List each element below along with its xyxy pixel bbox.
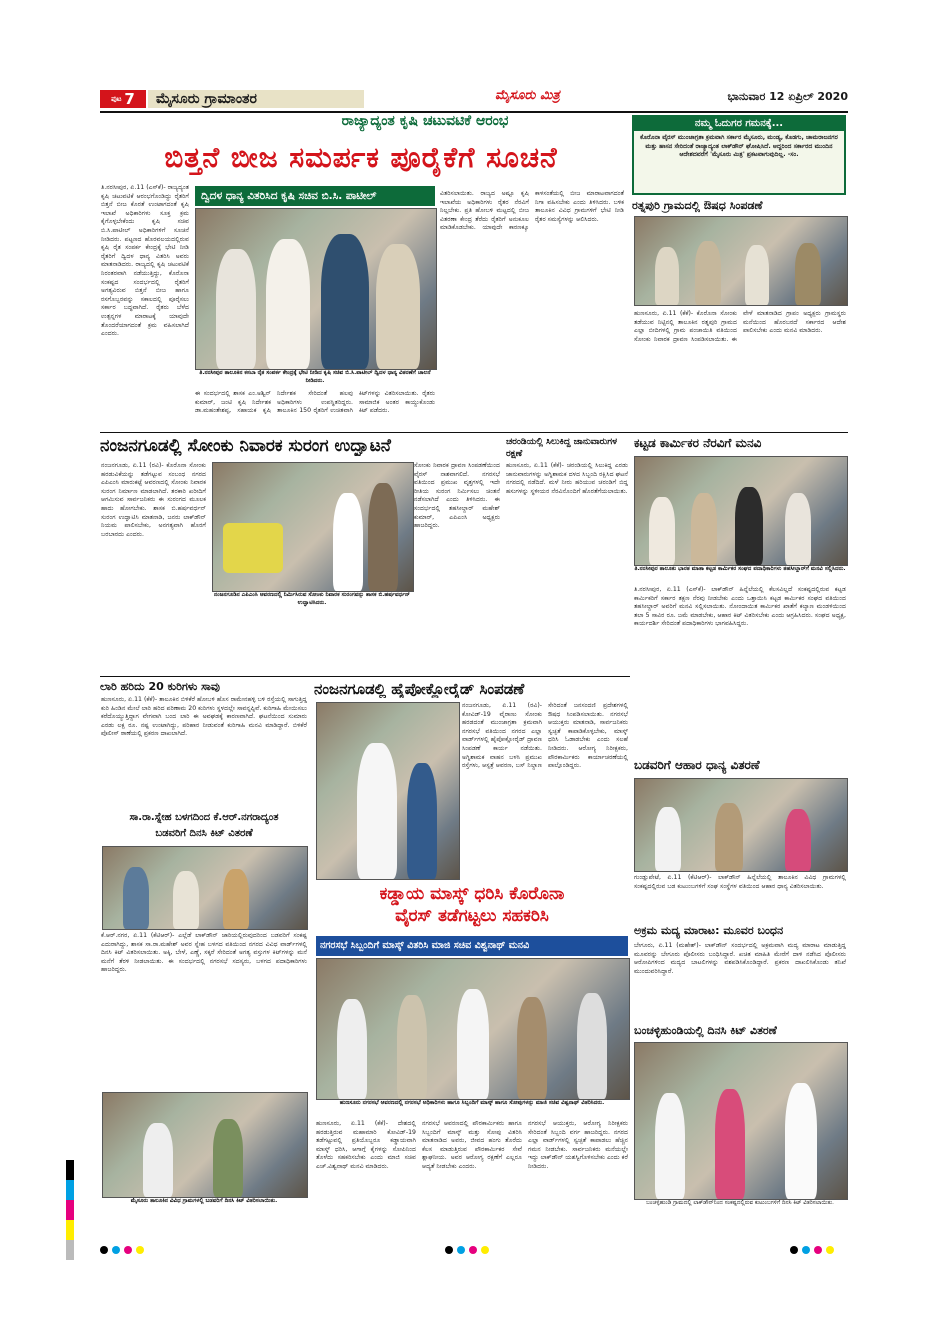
tunnel-body2: ಸೋಂಕು ನಿವಾರಕ ದ್ರಾವಣ ಸಿಂಪಡಣೆಯಿಂದ ವೈರಸ್ ನಾಶವಾಗಲಿದೆ. ನಗರಸಭೆ ವತಿಯಿಂದ ಪ್ರಮುಖ ವೃತ್ತಗಳಲ್ಲಿ ಇದೇ ರೀತಿಯ ಸುರಂಗ ನಿರ್ಮಿಸಲು ಚಿಂತನೆ ನಡೆಸಲಾಗಿದೆ ಎಂದು ತಿಳಿಸಿದರು. ಈ ಸಂದರ್ಭದಲ್ಲಿ ತಹಸೀಲ್ದಾರ್ ಮಹೇಶ್ ಕುಮಾರ್, ಎಪಿಎಂಸಿ ಅಧ್ಯಕ್ಷರು ಹಾಜರಿದ್ದರು. [414, 462, 500, 530]
notice-title: ನಮ್ಮ ಓದುಗರ ಗಮನಕ್ಕೆ... [634, 117, 844, 131]
mask-photo-caption: ಹುಣಸೂರು ನಗರಸಭೆ ಆವರಣದಲ್ಲಿ ನಗರಸಭೆ ಅಧಿಕಾರಿಗಳು ಹಾಗೂ ಸಿಬ್ಬಂದಿಗೆ ಮಾಸ್ಕ್ ಹಾಗೂ ಸೋಪುಗಳನ್ನು ಮಾಜಿ ಸಚಿವ ವಿಶ್ವನಾಥ್ ವಿತರಿಸಿದರು. [339, 1100, 605, 1106]
kit-mysuru-caption: ಮೈಸೂರು ತಾಲೂಕಿನ ವಿವಿಧ ಗ್ರಾಮಗಳಲ್ಲಿ ಬಡವರಿಗೆ ದಿನಸಿ ಕಿಟ್ ವಿತರಿಸಲಾಯಿತು. [130, 1198, 278, 1204]
workers-headline: ಕಟ್ಟಡ ಕಾರ್ಮಿಕರ ನೆರವಿಗೆ ಮನವಿ [634, 436, 762, 450]
lead-body-col1: ತಿ.ನರಸೀಪುರ, ಏ.11 (ಎಸ್‌ಕೆ)- ರಾಜ್ಯದ್ಯಂತ ಕೃಷಿ ಚಟುವಟಿಕೆ ಆರಂಭಗೊಂಡಿದ್ದು ರೈತರಿಗೆ ಬಿತ್ತನೆ ಬೀಜ ಕೊರತೆ ಉಂಟಾಗದಂತೆ ಕೃಷಿ ಇಲಾಖೆ ಅಧಿಕಾರಿಗಳು ಸೂಕ್ತ ಕ್ರಮ ಕೈಗೊಳ್ಳಬೇಕೆಂದು ಕೃಷಿ ಸಚಿವ ಬಿ.ಸಿ.ಪಾಟೀಲ್ ಅಧಿಕಾರಿಗಳಿಗೆ ಸೂಚನೆ ನೀಡಿದರು. ಪಟ್ಟಣದ ಹೊರವಲಯದಲ್ಲಿರುವ ಕೃಷಿ ರೈತ ಸಂಪರ್ಕ ಕೇಂದ್ರಕ್ಕೆ ಭೇಟಿ ನೀಡಿ ರೈತರಿಗೆ ದ್ವಿದಳ ಧಾನ್ಯ ವಿತರಿಸಿ ಅವರು ಮಾತನಾಡಿದರು. ರಾಜ್ಯದಲ್ಲಿ ಕೃಷಿ ಚಟುವಟಿಕೆ ನಿರಂತರವಾಗಿ ನಡೆಯುತ್ತಿದ್ದು, ಕೊರೊನಾ ಸಂಕಷ್ಟದ ಸಂದರ್ಭದಲ್ಲಿ ರೈತರಿಗೆ ಅಗತ್ಯವಿರುವ ಬಿತ್ತನೆ ಬೀಜ ಹಾಗೂ ರಸಗೊಬ್ಬರವನ್ನು ಸಕಾಲದಲ್ಲಿ ಪೂರೈಸಲು ಸರ್ಕಾರ ಬದ್ಧವಾಗಿದೆ. ರೈತರು ಬೆಳೆದ ಉತ್ಪನ್ನಗಳ ಮಾರಾಟಕ್ಕೆ ಯಾವುದೇ ತೊಂದರೆಯಾಗದಂತೆ ಕ್ರಮ ವಹಿಸಲಾಗಿದೆ ಎಂದರು. [101, 184, 189, 338]
lead-photo-caption: ತಿ.ನರಸೀಪುರ ತಾಲೂಕಿನ ಕಸಬಾ ರೈತ ಸಂಪರ್ಕ ಕೇಂದ್ರಕ್ಕೆ ಭೇಟಿ ನೀಡಿದ ಕೃಷಿ ಸಚಿವ ಬಿ.ಸಿ.ಪಾಟೀಲ್ ದ್ವಿದಳ ಧಾನ್ಯ ವಿತರಣೆಗೆ ಚಾಲನೆ ನೀಡಿದರು. [199, 370, 431, 384]
livestock-body: ಹುಣಸೂರು, ಏ.11 (ಕೆಕೆ)- ಚರಂಡಿಯಲ್ಲಿ ಸಿಲುಕಿದ್ದ ಎರಡು ಜಾನುವಾರುಗಳನ್ನು ಅಗ್ನಿಶಾಮಕ ದಳದ ಸಿಬ್ಬಂದಿ ರಕ್ಷಿಸಿದ ಘಟನೆ ನಗರದಲ್ಲಿ ನಡೆದಿದೆ. ಮಳೆ ನೀರು ಹರಿಯುವ ಚರಂಡಿಗೆ ಬಿದ್ದ ಹಸುಗಳನ್ನು ಸ್ಥಳೀಯರ ನೆರವಿನೊಂದಿಗೆ ಹೊರತೆಗೆಯಲಾಯಿತು. [506, 462, 628, 495]
lead-body-col3: ವಿತರಿಸಲಾಯಿತು. ರಾಜ್ಯದ ಅಷ್ಟೂ ಕೃಷಿ ಇಲಾಖೆಯ ಅಧಿಕಾರಿಗಳು ರೈತರ ನೆರವಿಗೆ ನಿಲ್ಲಬೇಕು. ಪ್ರತಿ ಹೋಬಳಿ ಮಟ್ಟದಲ್ಲಿ ಬೀಜ ವಿತರಣಾ ಕೇಂದ್ರ ತೆರೆದು ರೈತರಿಗೆ ಅನುಕೂಲ ಮಾಡಿಕೊಡಬೇಕು. ಯಾವುದೇ ಕಾರಣಕ್ಕೂ ಕಾಳಸಂತೆಯಲ್ಲಿ ಬೀಜ ಮಾರಾಟವಾಗದಂತೆ ನಿಗಾ ವಹಿಸಬೇಕು ಎಂದು ತಿಳಿಸಿದರು. ಬಳಿಕ ತಾಲೂಕಿನ ವಿವಿಧ ಗ್ರಾಮಗಳಿಗೆ ಭೇಟಿ ನೀಡಿ ರೈತರ ಸಮಸ್ಯೆಗಳನ್ನು ಆಲಿಸಿದರು. [440, 190, 624, 232]
page-header [100, 88, 848, 110]
lead-photo [195, 208, 437, 370]
kit-mysuru-photo [102, 1092, 308, 1198]
mask-body-col3: ನಗರಸಭೆ ಆಯುಕ್ತರು, ಆರೋಗ್ಯ ನಿರೀಕ್ಷಕರು ಸೇರಿದಂತೆ ಸಿಬ್ಬಂದಿ ವರ್ಗ ಹಾಜರಿದ್ದರು. ನಗರದ ಎಲ್ಲಾ ವಾರ್ಡ್‌ಗಳಲ್ಲಿ ಸ್ವಚ್ಛತೆ ಕಾಪಾಡಲು ಹೆಚ್ಚಿನ ಗಮನ ನೀಡಬೇಕು. ಸಾರ್ವಜನಿಕರು ಮನೆಯಲ್ಲೇ ಇದ್ದು ಲಾಕ್‌ಡೌನ್ ಯಶಸ್ವಿಗೊಳಿಸಬೇಕು ಎಂದು ಕರೆ ನೀಡಿದರು. [528, 1120, 628, 1170]
tunnel-photo-caption: ನಂಜನಗೂಡಿನ ಎಪಿಎಂಸಿ ಆವರಣದಲ್ಲಿ ನಿರ್ಮಿಸಿರುವ ಸೋಂಕು ನಿವಾರಕ ಸುರಂಗವನ್ನು ಶಾಸಕ ಬಿ.ಹರ್ಷವರ್ಧನ್ ಉದ್ಘಾಟಿಸಿದರು. [214, 592, 410, 606]
hypo-body: ನಂಜನಗೂಡು, ಏ.11 (ರವಿ)- ಕೋವಿಡ್-19 ವೈರಾಣು ಸೋಂಕು ಹರಡದಂತೆ ಮುಂಜಾಗ್ರತಾ ಕ್ರಮವಾಗಿ ನಗರಸಭೆ ವತಿಯಿಂದ ನಗರದ ಎಲ್ಲಾ ವಾರ್ಡ್‌ಗಳಲ್ಲಿ ಹೈಪೋಕ್ಲೋರೈಡ್ ದ್ರಾವಣ ಸಿಂಪಡಣೆ ಕಾರ್ಯ ನಡೆಯಿತು. ಅಗ್ನಿಶಾಮಕ ವಾಹನ ಬಳಸಿ ಪ್ರಮುಖ ರಸ್ತೆಗಳು, ಆಸ್ಪತ್ರೆ ಆವರಣ, ಬಸ್ ನಿಲ್ದಾಣ ಸೇರಿದಂತೆ ಜನಸಂದಣಿ ಪ್ರದೇಶಗಳಲ್ಲಿ ಔಷಧ ಸಿಂಪಡಿಸಲಾಯಿತು. ನಗರಸಭೆ ಆಯುಕ್ತರು ಮಾತನಾಡಿ, ಸಾರ್ವಜನಿಕರು ಸ್ವಚ್ಛತೆ ಕಾಪಾಡಿಕೊಳ್ಳಬೇಕು, ಮಾಸ್ಕ್ ಧರಿಸಿ ಓಡಾಡಬೇಕು ಎಂದು ಸಲಹೆ ನೀಡಿದರು. ಆರೋಗ್ಯ ನಿರೀಕ್ಷಕರು, ಪೌರಕಾರ್ಮಿಕರು ಕಾರ್ಯಾಚರಣೆಯಲ್ಲಿ ಪಾಲ್ಗೊಂಡಿದ್ದರು. [462, 702, 628, 770]
color-registration-strip [66, 1160, 74, 1260]
section-title: ಮೈಸೂರು ಗ್ರಾಮಾಂತರ [148, 90, 364, 108]
food-body: ಗುಂಡ್ಲುಪೇಟೆ, ಏ.11 (ಕೆಟಿಆರ್)- ಲಾಕ್‌ಡೌನ್ ಹಿನ್ನೆಲೆಯಲ್ಲಿ ತಾಲೂಕಿನ ವಿವಿಧ ಗ್ರಾಮಗಳಲ್ಲಿ ಸಂಕಷ್ಟದಲ್ಲಿರುವ ಬಡ ಕುಟುಂಬಗಳಿಗೆ ಸಂಘ ಸಂಸ್ಥೆಗಳ ವತಿಯಿಂದ ಆಹಾರ ಧಾನ್ಯ ವಿತರಿಸಲಾಯಿತು. [634, 874, 846, 890]
lead-kicker: ರಾಜ್ಯಾದ್ಯಂತ ಕೃಷಿ ಚಟುವಟಿಕೆ ಆರಂಭ [341, 113, 509, 129]
tunnel-body: ನಂಜನಗೂಡು, ಏ.11 (ರವಿ)- ಕೊರೊನಾ ಸೋಂಕು ಹರಡುವಿಕೆಯನ್ನು ತಡೆಗಟ್ಟುವ ಸಂಬಂಧ ನಗರದ ಎಪಿಎಂಸಿ ಮಾರುಕಟ್ಟೆ ಆವರಣದಲ್ಲಿ ಸೋಂಕು ನಿವಾರಕ ಸುರಂಗ ನಿರ್ಮಾಣ ಮಾಡಲಾಗಿದೆ. ತರಕಾರಿ ಖರೀದಿಗೆ ಆಗಮಿಸುವ ಸಾರ್ವಜನಿಕರು ಈ ಸುರಂಗದ ಮೂಲಕ ಹಾದು ಹೋಗಬೇಕು. ಶಾಸಕ ಬಿ.ಹರ್ಷವರ್ಧನ್ ಸುರಂಗ ಉದ್ಘಾಟಿಸಿ ಮಾತನಾಡಿ, ಜನರು ಲಾಕ್‌ಡೌನ್ ನಿಯಮ ಪಾಲಿಸಬೇಕು, ಅನಗತ್ಯವಾಗಿ ಹೊರಗೆ ಬರಬಾರದು ಎಂದರು. [101, 462, 206, 538]
lead-subhead: ದ್ವಿದಳ ಧಾನ್ಯ ವಿತರಿಸಿದ ಕೃಷಿ ಸಚಿವ ಬಿ.ಸಿ. ಪಾಟೀಲ್ [195, 186, 435, 206]
mask-subhead: ನಗರಸಭೆ ಸಿಬ್ಬಂದಿಗೆ ಮಾಸ್ಕ್ ವಿತರಿಸಿ ಮಾಜಿ ಸಚಿವ ವಿಶ್ವನಾಥ್ ಮನವಿ [316, 936, 628, 956]
ratnapuri-photo [634, 216, 848, 306]
mask-body-col2: ನಗರಸಭೆ ಆವರಣದಲ್ಲಿ ಪೌರಕಾರ್ಮಿಕರು ಹಾಗೂ ಸಿಬ್ಬಂದಿಗೆ ಮಾಸ್ಕ್ ಮತ್ತು ಸೋಪು ವಿತರಿಸಿ ಮಾತನಾಡಿದ ಅವರು, ಜೀವದ ಹಂಗು ತೊರೆದು ಕೆಲಸ ಮಾಡುತ್ತಿರುವ ಪೌರಕಾರ್ಮಿಕರ ಸೇವೆ ಶ್ಲಾಘನೀಯ. ಅವರ ಆರೋಗ್ಯ ರಕ್ಷಣೆಗೆ ಎಲ್ಲರೂ ಆದ್ಯತೆ ನೀಡಬೇಕು ಎಂದರು. [422, 1120, 522, 1170]
kit-kr-photo [102, 846, 308, 930]
registration-marks-right [790, 1246, 850, 1254]
food-photo [634, 778, 848, 872]
reader-notice-box [632, 115, 846, 195]
hypo-headline: ನಂಜನಗೂಡಲ್ಲಿ ಹೈಪೋಕ್ಲೋರೈಡ್ ಸಿಂಪಡಣೆ [314, 680, 525, 698]
section-rule-1 [100, 432, 848, 433]
kit-kr-body: ಕೆ.ಆರ್.ನಗರ, ಏ.11 (ಕೆಟಿಆರ್)- ಎಲ್ಲೆಡೆ ಲಾಕ್‌ಡೌನ್ ಜಾರಿಯಲ್ಲಿರುವುದರಿಂದ ಬಡವರಿಗೆ ಸಂಕಷ್ಟ ಎದುರಾಗಿದ್ದು, ಶಾಸಕ ಸಾ.ರಾ.ಮಹೇಶ್ ಅವರ ಸ್ನೇಹ ಬಳಗದ ವತಿಯಿಂದ ನಗರದ ವಿವಿಧ ವಾರ್ಡ್‌ಗಳಲ್ಲಿ ದಿನಸಿ ಕಿಟ್ ವಿತರಿಸಲಾಯಿತು. ಅಕ್ಕಿ, ಬೇಳೆ, ಎಣ್ಣೆ, ಸಕ್ಕರೆ ಸೇರಿದಂತೆ ಅಗತ್ಯ ವಸ್ತುಗಳ ಕಿಟ್‌ಗಳನ್ನು ಮನೆ ಮನೆಗೆ ತೆರಳಿ ನೀಡಲಾಯಿತು. ಈ ಸಂದರ್ಭದಲ್ಲಿ ನಗರಸಭೆ ಸದಸ್ಯರು, ಬಳಗದ ಪದಾಧಿಕಾರಿಗಳು ಹಾಜರಿದ್ದರು. [101, 932, 307, 974]
banchalli-headline: ಬಂಚಳ್ಳಿಹುಂಡಿಯಲ್ಲಿ ದಿನಸಿ ಕಿಟ್ ವಿತರಣೆ [634, 1024, 777, 1037]
notice-body: ಕೊರೊನಾ ವೈರಸ್ ಮುಂಜಾಗ್ರತಾ ಕ್ರಮವಾಗಿ ಸರ್ಕಾರ ಮೈಸೂರು, ಮಂಡ್ಯ, ಕೊಡಗು, ಚಾಮರಾಜನಗರ ಮತ್ತು ಹಾಸನ ಸೇರಿದಂತೆ ರಾಜ್ಯಾದ್ಯಂತ ಲಾಕ್‌ಡೌನ್ ಘೋಷಿಸಿದೆ. ಆದ್ದರಿಂದ ಸರ್ಕಾರದ ಮುಂದಿನ ಆದೇಶದವರೆಗೆ 'ಮೈಸೂರು ಮಿತ್ರ' ಪ್ರಕಟವಾಗುವುದಿಲ್ಲ. -ಸಂ. [640, 134, 838, 159]
tunnel-photo [212, 462, 414, 592]
workers-photo-caption: ತಿ.ನರಸೀಪುರ ತಾಲೂಕು ಭಾರತ ಮಾತಾ ಕಟ್ಟಡ ಕಾರ್ಮಿಕರ ಸಂಘದ ಪದಾಧಿಕಾರಿಗಳು ತಹಸೀಲ್ದಾರ್‌ಗೆ ಮನವಿ ಸಲ್ಲಿಸಿದರು. [634, 566, 846, 572]
lorry-headline: ಲಾರಿ ಹರಿದು 20 ಕುರಿಗಳು ಸಾವು [100, 680, 220, 693]
registration-marks-left [100, 1246, 160, 1254]
banchalli-caption: ಬಂಚಳ್ಳಿಹುಂಡಿ ಗ್ರಾಮದಲ್ಲಿ ಲಾಕ್‌ಡೌನ್‌ನಿಂದ ಸಂಕಷ್ಟದಲ್ಲಿರುವ ಕುಟುಂಬಗಳಿಗೆ ದಿನಸಿ ಕಿಟ್ ವಿತರಿಸಲಾಯಿತು. [646, 1200, 834, 1206]
page-date: ಭಾನುವಾರ 12 ಏಪ್ರಿಲ್ 2020 [727, 90, 848, 103]
lorry-body: ಹುಣಸೂರು, ಏ.11 (ಕೆಕೆ)- ತಾಲೂಕಿನ ಬಿಳಿಕೆರೆ ಹೋಬಳಿ ಹೊಸ ರಾಮೇನಹಳ್ಳಿ ಬಳಿ ರಸ್ತೆಯಲ್ಲಿ ಸಾಗುತ್ತಿದ್ದ ಕುರಿ ಹಿಂಡಿನ ಮೇಲೆ ಲಾರಿ ಹರಿದ ಪರಿಣಾಮ 20 ಕುರಿಗಳು ಸ್ಥಳದಲ್ಲೇ ಸಾವನ್ನಪ್ಪಿವೆ. ಕುರಿಗಾಹಿ ಮೇಯಿಸಲು ಕರೆದೊಯ್ಯುತ್ತಿದ್ದಾಗ ವೇಗವಾಗಿ ಬಂದ ಲಾರಿ ಈ ಅವಘಡಕ್ಕೆ ಕಾರಣವಾಗಿದೆ. ಘಟನೆಯಿಂದ ಸುಮಾರು ಎರಡು ಲಕ್ಷ ರೂ. ನಷ್ಟ ಉಂಟಾಗಿದ್ದು, ಪರಿಹಾರ ನೀಡುವಂತೆ ಕುರಿಗಾಹಿ ಮನವಿ ಮಾಡಿದ್ದಾರೆ. ಬಿಳಿಕೆರೆ ಪೊಲೀಸ್ ಠಾಣೆಯಲ್ಲಿ ಪ್ರಕರಣ ದಾಖಲಾಗಿದೆ. [101, 696, 307, 738]
ratnapuri-headline: ರತ್ನಪುರಿ ಗ್ರಾಮದಲ್ಲಿ ಔಷಧ ಸಿಂಪಡಣೆ [632, 199, 763, 212]
page-number-badge [100, 90, 146, 108]
tunnel-headline: ನಂಜನಗೂಡಲ್ಲಿ ಸೋಂಕು ನಿವಾರಕ ಸುರಂಗ ಉದ್ಘಾಟನೆ [100, 436, 391, 456]
mask-body-col1: ಹುಣಸೂರು, ಏ.11 (ಕೆಕೆ)- ದೇಶದಲ್ಲಿ ಹರಡುತ್ತಿರುವ ಮಹಾಮಾರಿ ಕೋವಿಡ್-19 ತಡೆಗಟ್ಟುವಲ್ಲಿ ಪ್ರತಿಯೊಬ್ಬರೂ ಕಡ್ಡಾಯವಾಗಿ ಮಾಸ್ಕ್ ಧರಿಸಿ, ಆಗಾಗ್ಗೆ ಕೈಗಳನ್ನು ಸೋಪಿನಿಂದ ತೊಳೆದು ಸಹಕರಿಸಬೇಕು ಎಂದು ಮಾಜಿ ಸಚಿವ ಎಚ್.ವಿಶ್ವನಾಥ್ ಮನವಿ ಮಾಡಿದರು. [316, 1120, 416, 1170]
hypo-photo [316, 702, 460, 880]
mask-headline-line2: ವೈರಸ್ ತಡೆಗಟ್ಟಲು ಸಹಕರಿಸಿ [395, 906, 549, 926]
liquor-body: ಬೇಗೂರು, ಏ.11 (ಮಹೇಶ್)- ಲಾಕ್‌ಡೌನ್ ಸಂದರ್ಭದಲ್ಲಿ ಅಕ್ರಮವಾಗಿ ಮದ್ಯ ಮಾರಾಟ ಮಾಡುತ್ತಿದ್ದ ಮೂವರನ್ನು ಬೇಗೂರು ಪೊಲೀಸರು ಬಂಧಿಸಿದ್ದಾರೆ. ಖಚಿತ ಮಾಹಿತಿ ಮೇರೆಗೆ ದಾಳಿ ನಡೆಸಿದ ಪೊಲೀಸರು ಆರೋಪಿಗಳಿಂದ ಮದ್ಯದ ಬಾಟಲಿಗಳನ್ನು ವಶಪಡಿಸಿಕೊಂಡಿದ್ದಾರೆ. ಪ್ರಕರಣ ದಾಖಲಿಸಿಕೊಂಡು ತನಿಖೆ ಮುಂದುವರಿಸಿದ್ದಾರೆ. [634, 942, 846, 975]
kit-kr-headline-line1: ಸಾ.ರಾ.ಸ್ನೇಹ ಬಳಗದಿಂದ ಕೆ.ಆರ್.ನಗರಾದ್ಯಂತ [129, 812, 279, 823]
banchalli-photo [634, 1042, 848, 1200]
mask-headline-line1: ಕಡ್ಡಾಯ ಮಾಸ್ಕ್ ಧರಿಸಿ ಕೊರೊನಾ [379, 884, 565, 904]
kit-kr-headline-line2: ಬಡವರಿಗೆ ದಿನಸಿ ಕಿಟ್ ವಿತರಣೆ [155, 828, 253, 839]
workers-body: ತಿ.ನರಸೀಪುರ, ಏ.11 (ಎಸ್‌ಕೆ)- ಲಾಕ್‌ಡೌನ್ ಹಿನ್ನೆಲೆಯಲ್ಲಿ ಕೆಲಸವಿಲ್ಲದೆ ಸಂಕಷ್ಟದಲ್ಲಿರುವ ಕಟ್ಟಡ ಕಾರ್ಮಿಕರಿಗೆ ಸರ್ಕಾರ ತಕ್ಷಣ ನೆರವು ನೀಡಬೇಕು ಎಂದು ಒತ್ತಾಯಿಸಿ ಕಟ್ಟಡ ಕಾರ್ಮಿಕರ ಸಂಘದ ವತಿಯಿಂದ ತಹಸೀಲ್ದಾರ್ ಅವರಿಗೆ ಮನವಿ ಸಲ್ಲಿಸಲಾಯಿತು. ನೋಂದಾಯಿತ ಕಾರ್ಮಿಕರ ಖಾತೆಗೆ ಕಲ್ಯಾಣ ಮಂಡಳಿಯಿಂದ ತಲಾ 5 ಸಾವಿರ ರೂ. ಜಮೆ ಮಾಡಬೇಕು, ಆಹಾರ ಕಿಟ್ ವಿತರಿಸಬೇಕು ಎಂದು ಆಗ್ರಹಿಸಿದರು. ಸಂಘದ ಅಧ್ಯಕ್ಷ, ಕಾರ್ಯದರ್ಶಿ ಸೇರಿದಂತೆ ಪದಾಧಿಕಾರಿಗಳು ಭಾಗವಹಿಸಿದ್ದರು. [634, 586, 846, 628]
food-headline: ಬಡವರಿಗೆ ಆಹಾರ ಧಾನ್ಯ ವಿತರಣೆ [634, 758, 760, 772]
section-rule-2 [100, 676, 630, 677]
livestock-headline: ಚರಂಡಿಯಲ್ಲಿ ಸಿಲುಕಿದ್ದ ಜಾನುವಾರುಗಳ ರಕ್ಷಣೆ [506, 437, 618, 459]
mask-photo [316, 958, 630, 1100]
page-number: 7 [124, 90, 135, 108]
workers-photo [634, 456, 848, 566]
liquor-headline: ಅಕ್ರಮ ಮದ್ಯ ಮಾರಾಟ: ಮೂವರ ಬಂಧನ [634, 924, 784, 937]
lead-body-col2: ಈ ಸಂದರ್ಭದಲ್ಲಿ ಶಾಸಕ ಎಂ.ಅಶ್ವಿನ್ ಕುಮಾರ್, ಜಂಟಿ ಕೃಷಿ ನಿರ್ದೇಶಕ ಡಾ.ಮಹಂತೇಶಪ್ಪ, ಸಹಾಯಕ ಕೃಷಿ ನಿರ್ದೇಶಕ ಸೇರಿದಂತೆ ಹಲವು ಅಧಿಕಾರಿಗಳು ಉಪಸ್ಥಿತರಿದ್ದರು. ತಾಲೂಕಿನ 150 ರೈತರಿಗೆ ಉಚಿತವಾಗಿ ಕಿಟ್‌ಗಳನ್ನು ವಿತರಿಸಲಾಯಿತು. ರೈತರು ಸಾಮಾಜಿಕ ಅಂತರ ಕಾಯ್ದುಕೊಂಡು ಕಿಟ್ ಪಡೆದರು. [195, 390, 435, 415]
ratnapuri-body: ಹುಣಸೂರು, ಏ.11 (ಕೆಕೆ)- ಕೊರೊನಾ ಸೋಂಕು ತಡೆಯುವ ನಿಟ್ಟಿನಲ್ಲಿ ತಾಲೂಕಿನ ರತ್ನಪುರಿ ಗ್ರಾಮದ ಎಲ್ಲಾ ಬೀದಿಗಳಲ್ಲಿ ಗ್ರಾಮ ಪಂಚಾಯಿತಿ ವತಿಯಿಂದ ಸೋಂಕು ನಿವಾರಕ ದ್ರಾವಣ ಸಿಂಪಡಿಸಲಾಯಿತು. ಈ ವೇಳೆ ಮಾತನಾಡಿದ ಗ್ರಾಪಂ ಅಧ್ಯಕ್ಷರು ಗ್ರಾಮಸ್ಥರು ಮನೆಯಿಂದ ಹೊರಬರದೆ ಸರ್ಕಾರದ ಆದೇಶ ಪಾಲಿಸಬೇಕು ಎಂದು ಮನವಿ ಮಾಡಿದರು. [634, 310, 846, 343]
page-label: ಪುಟ [111, 94, 122, 103]
registration-marks-center [445, 1246, 505, 1254]
masthead-logo: ಮೈಸೂರು ಮಿತ್ರ [495, 88, 560, 103]
lead-headline: ಬಿತ್ತನೆ ಬೀಜ ಸಮರ್ಪಕ ಪೂರೈಕೆಗೆ ಸೂಚನೆ [164, 141, 558, 174]
